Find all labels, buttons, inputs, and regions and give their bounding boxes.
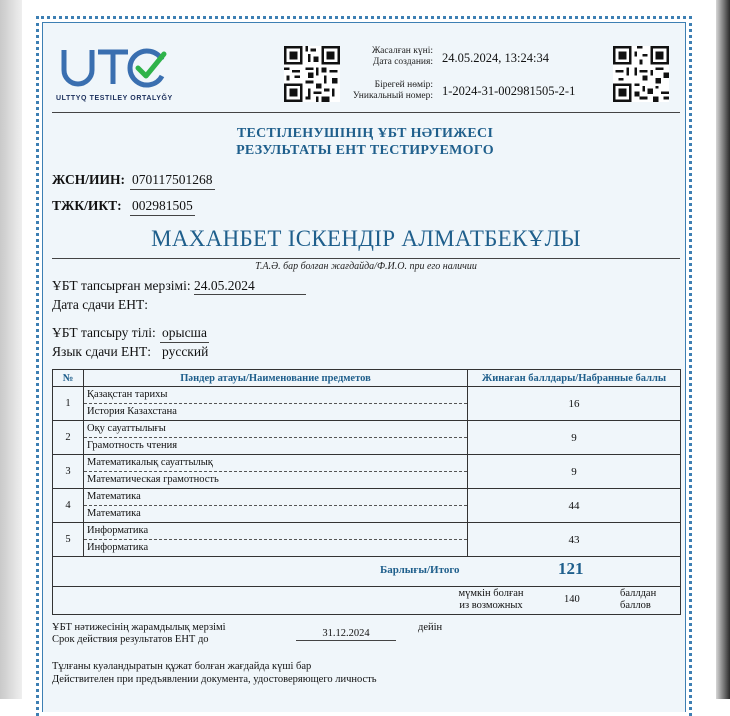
possible-label-ru: из возможных	[459, 600, 523, 611]
results-table	[52, 369, 681, 615]
row-num: 3	[53, 455, 84, 489]
row-num: 1	[53, 387, 84, 421]
logo-subtitle: ULTTYQ TESTILEY ORTALYĞY	[56, 95, 173, 102]
table-row	[53, 421, 681, 455]
created-label-kz: Жасалған күні:	[371, 46, 433, 56]
title-kz: ТЕСТІЛЕНУШІНІҢ ҰБТ НӘТИЖЕСІ	[236, 126, 494, 141]
exam-lang-label-kz: ҰБТ тапсыру тілі:	[52, 325, 156, 340]
created-value: 24.05.2024, 13:24:34	[442, 51, 549, 65]
subject-kz: Математика	[84, 489, 467, 506]
exam-date-value: 24.05.2024	[194, 278, 306, 295]
validity-label-ru: Срок действия результатов ЕНТ до	[52, 634, 209, 645]
possible-row	[53, 587, 681, 615]
header-num: №	[53, 370, 84, 387]
ikt-label: ТЖК/ИКТ:	[52, 198, 122, 213]
subject-ru: История Казахстана	[87, 406, 177, 417]
table-row	[53, 387, 681, 421]
exam-lang-value-ru: русский	[162, 344, 209, 359]
validity-value: 31.12.2024	[296, 628, 396, 641]
qr-code-icon	[613, 46, 669, 102]
possible-label-kz: мүмкін болған	[458, 588, 524, 599]
row-num: 5	[53, 523, 84, 557]
subject-kz: Оқу сауаттылығы	[84, 421, 467, 438]
page-shadow-right	[716, 0, 730, 699]
unique-label-kz: Бірегей нөмір:	[374, 80, 433, 90]
exam-lang-label-ru: Язык сдачи ЕНТ:	[52, 344, 152, 359]
unique-label-ru: Уникальный номер:	[352, 91, 433, 101]
row-num: 2	[53, 421, 84, 455]
subject-kz: Математикалық сауаттылық	[84, 455, 467, 472]
total-label: Барлығы/Итого	[380, 564, 460, 576]
unique-value: 1-2024-31-002981505-2-1	[442, 84, 576, 98]
footer-kz: Тұлғаны куәландыратын құжат болған жағдайда күші бар	[52, 661, 312, 672]
header-subject: Пәндер атауы/Наименование предметов	[84, 370, 468, 387]
subject-ru: Грамотность чтения	[87, 440, 178, 451]
row-score: 9	[468, 421, 681, 455]
subject-ru: Математическая грамотность	[87, 474, 219, 485]
subject-ru: Математика	[87, 508, 141, 519]
validity-label-kz: ҰБТ нәтижесінің жарамдылық мерзімі	[52, 622, 226, 633]
row-score: 44	[468, 489, 681, 523]
created-label-ru: Дата создания:	[372, 57, 433, 67]
row-score: 9	[468, 455, 681, 489]
footer-ru: Действителен при предъявлении документа, удостоверяющего личность	[52, 674, 377, 685]
table-row	[53, 455, 681, 489]
exam-date-label-kz: ҰБТ тапсырған мерзімі:	[52, 278, 191, 293]
points-label-kz: баллдан	[620, 588, 657, 599]
validity-suffix: дейін	[418, 622, 443, 633]
header-divider	[52, 112, 680, 113]
total-row	[53, 557, 681, 587]
row-score: 16	[468, 387, 681, 421]
row-score: 43	[468, 523, 681, 557]
row-num: 4	[53, 489, 84, 523]
fio-note: Т.А.Ә. бар болған жағдайда/Ф.И.О. при его наличии	[52, 258, 680, 272]
total-value: 121	[558, 559, 584, 578]
subject-kz: Қазақстан тарихы	[84, 387, 467, 404]
exam-lang-value-kz: орысша	[160, 325, 209, 343]
utc-logo-icon	[58, 44, 170, 92]
iin-value: 070117501268	[130, 172, 215, 190]
subject-ru: Информатика	[87, 542, 149, 553]
ikt-value: 002981505	[130, 198, 195, 216]
subject-kz: Информатика	[84, 523, 467, 540]
exam-date-label-ru: Дата сдачи ЕНТ:	[52, 297, 148, 312]
table-row	[53, 523, 681, 557]
title-ru: РЕЗУЛЬТАТЫ ЕНТ ТЕСТИРУЕМОГО	[236, 143, 494, 158]
iin-label: ЖСН/ИИН:	[52, 172, 126, 187]
possible-value: 140	[564, 594, 580, 605]
page-shadow-left	[0, 0, 22, 699]
full-name: МАХАНБЕТ ІСКЕНДІР АЛМАТБЕКҰЛЫ	[151, 226, 581, 251]
table-row	[53, 489, 681, 523]
points-label-ru: баллов	[620, 600, 651, 611]
qr-code-icon	[284, 46, 340, 102]
header-score: Жинаған баллдары/Набранные баллы	[468, 370, 681, 387]
